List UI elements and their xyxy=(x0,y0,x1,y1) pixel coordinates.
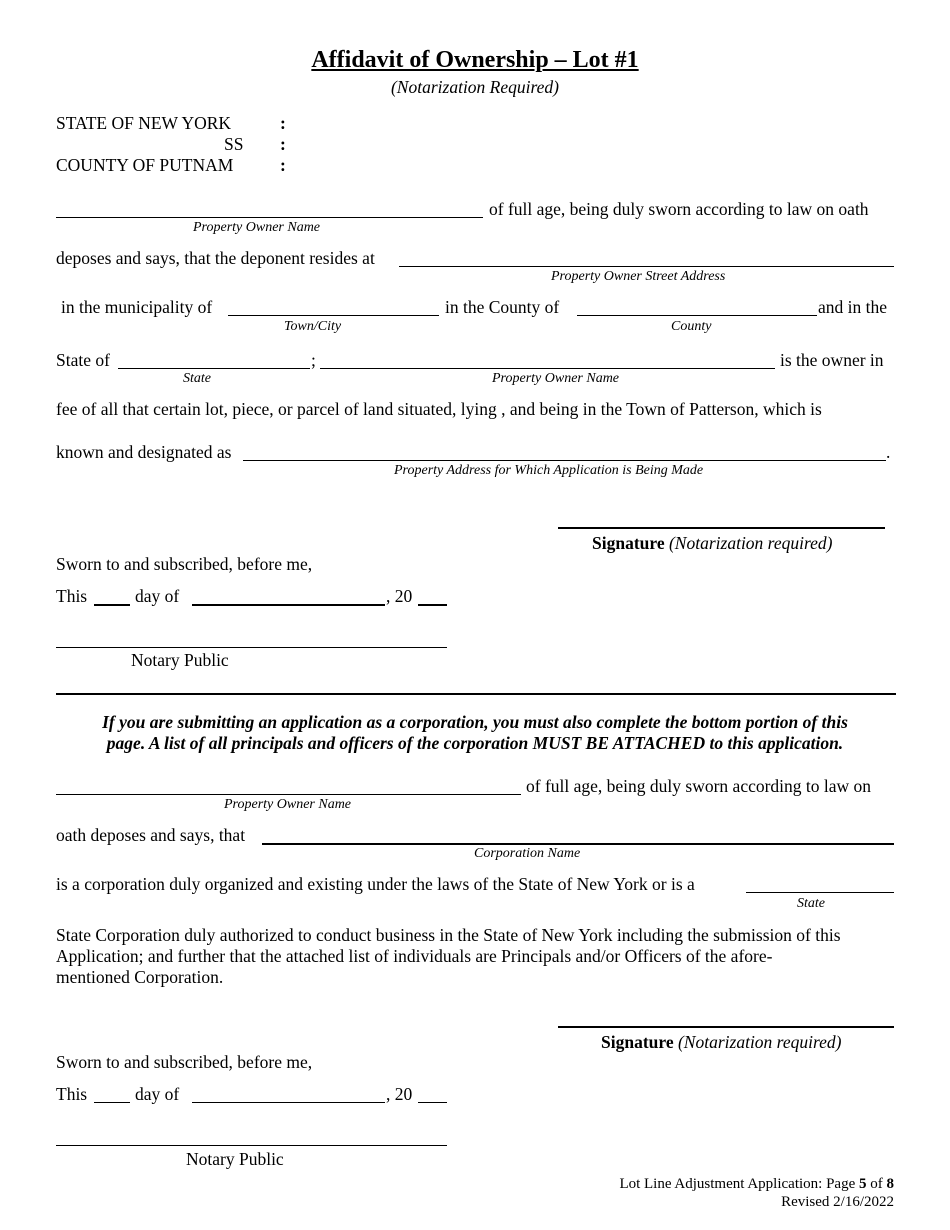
venue-colon-1: : xyxy=(280,113,286,133)
resides-text: deposes and says, that the deponent resides at xyxy=(56,248,375,268)
state-field[interactable] xyxy=(118,368,310,369)
footer-page-number: Lot Line Adjustment Application: Page 5 of 8 xyxy=(619,1176,894,1192)
corporation-notice-line-1: If you are submitting an application as a corporation, you must also complete the bottom portion of this xyxy=(102,712,848,732)
corporation-notice-line-2: page. A list of all principals and officers of the corporation MUST BE ATTACHED to this application. xyxy=(106,733,844,753)
venue-state: STATE OF NEW YORK xyxy=(56,113,232,133)
property-address-caption: Property Address for Which Application is Being Made xyxy=(394,463,704,478)
year-label-2: , 20 xyxy=(386,1084,413,1104)
corp-owner-name-field[interactable] xyxy=(56,794,521,795)
venue-county: COUNTY OF PUTNAM xyxy=(56,155,234,175)
signature-label-1: Signature (Notarization required) xyxy=(592,533,833,553)
month-field-2[interactable] xyxy=(192,1102,385,1103)
day-field-2[interactable] xyxy=(94,1102,130,1103)
notary-line-1[interactable] xyxy=(56,647,447,648)
corp-para-line-1: State Corporation duly authorized to conduct business in the State of New York including the submission of this xyxy=(56,925,841,945)
signature-line-1[interactable] xyxy=(558,527,885,529)
corp-owner-name-caption: Property Owner Name xyxy=(224,797,352,812)
town-city-field[interactable] xyxy=(228,315,439,316)
corp-state-caption: State xyxy=(797,896,825,911)
street-address-field[interactable] xyxy=(399,266,894,267)
day-field-1[interactable] xyxy=(94,604,130,606)
semicolon: ; xyxy=(311,350,316,370)
venue-colon-3: : xyxy=(280,155,286,175)
county-field[interactable] xyxy=(577,315,817,316)
sworn-text-1: Sworn to and subscribed, before me, xyxy=(56,554,313,574)
state-caption: State xyxy=(183,371,211,386)
sworn-text-2: Sworn to and subscribed, before me, xyxy=(56,1052,313,1072)
owner-name-field[interactable] xyxy=(56,217,483,218)
signature-label-2: Signature (Notarization required) xyxy=(601,1032,842,1052)
corp-deposes-text: oath deposes and says, that xyxy=(56,825,246,845)
venue-colon-2: : xyxy=(280,134,286,154)
fee-text: fee of all that certain lot, piece, or parcel of land situated, lying , and being in the Town of Patterson, which is xyxy=(56,399,822,419)
this-label-1: This xyxy=(56,586,88,606)
signature-line-2[interactable] xyxy=(558,1026,894,1028)
page-title: Affidavit of Ownership – Lot #1 xyxy=(311,47,639,73)
year-field-2[interactable] xyxy=(418,1102,447,1103)
municipality-text: in the municipality of xyxy=(61,297,213,317)
designated-text: known and designated as xyxy=(56,442,232,462)
venue-ss: SS xyxy=(224,134,244,154)
notary-label-1: Notary Public xyxy=(131,650,229,670)
year-label-1: , 20 xyxy=(386,586,413,606)
corp-para-line-3: mentioned Corporation. xyxy=(56,967,224,987)
owner-name-caption: Property Owner Name xyxy=(193,220,321,235)
corporation-name-field[interactable] xyxy=(262,843,894,845)
notary-label-2: Notary Public xyxy=(186,1149,284,1169)
corp-state-field[interactable] xyxy=(746,892,894,893)
corporation-name-caption: Corporation Name xyxy=(474,846,581,861)
corp-oath-text: of full age, being duly sworn according to law on xyxy=(526,776,872,796)
street-address-caption: Property Owner Street Address xyxy=(551,269,726,284)
section-divider xyxy=(56,693,896,695)
month-field-1[interactable] xyxy=(192,604,385,606)
county-caption: County xyxy=(671,319,712,334)
owner-name-caption-2: Property Owner Name xyxy=(492,371,620,386)
day-of-label-2: day of xyxy=(135,1084,180,1104)
period: . xyxy=(886,442,891,462)
footer-revised: Revised 2/16/2022 xyxy=(781,1194,894,1210)
owner-name-field-2[interactable] xyxy=(320,368,775,369)
year-field-1[interactable] xyxy=(418,604,447,606)
and-in-the-text: and in the xyxy=(818,297,888,317)
notary-line-2[interactable] xyxy=(56,1145,447,1146)
property-address-field[interactable] xyxy=(243,460,886,461)
corp-para-line-2: Application; and further that the attached list of individuals are Principals and/or Officers of the afore- xyxy=(56,946,773,966)
corp-existing-text: is a corporation duly organized and existing under the laws of the State of New York or is a xyxy=(56,874,695,894)
oath-text: of full age, being duly sworn according to law on oath xyxy=(489,199,869,219)
county-of-text: in the County of xyxy=(445,297,560,317)
state-of-text: State of xyxy=(56,350,110,370)
day-of-label-1: day of xyxy=(135,586,180,606)
owner-in-text: is the owner in xyxy=(780,350,884,370)
town-city-caption: Town/City xyxy=(284,319,342,334)
page-subtitle: (Notarization Required) xyxy=(390,77,560,97)
this-label-2: This xyxy=(56,1084,88,1104)
